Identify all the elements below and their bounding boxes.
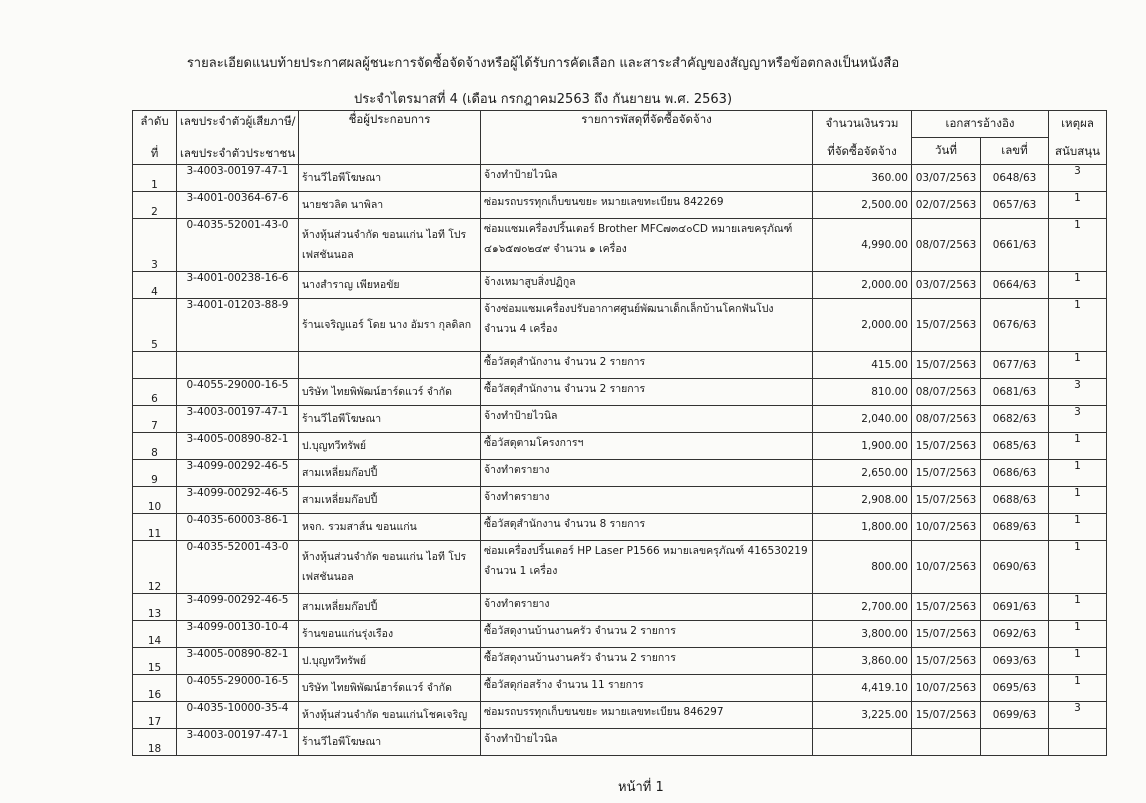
item-description: ซ่อมแซมเครื่องปริ้นเตอร์ Brother MFC๗๓๔๐CD หมายเลขครุภัณฑ์ ๔๑๖๕๗๐๒๔๙ จำนวน ๑ เครื่อง [481,219,813,272]
row-number: 3 [133,219,177,272]
support-reason: 1 [1049,460,1107,487]
support-reason: 1 [1049,648,1107,675]
amount: 2,000.00 [813,299,912,352]
table-row [133,621,1107,648]
table-row [133,729,1107,756]
reference-date: 02/07/2563 [912,192,981,219]
support-reason: 1 [1049,433,1107,460]
amount: 415.00 [813,352,912,379]
row-number: 7 [133,406,177,433]
table-row [133,219,1107,272]
item-description: ซื้อวัสดุงานบ้านงานครัว จำนวน 2 รายการ [481,648,813,675]
amount: 800.00 [813,541,912,594]
vendor-name: ห้างหุ้นส่วนจำกัด ขอนแก่น ไอที โปรเฟสชันนอล [299,541,481,594]
support-reason: 1 [1049,675,1107,702]
item-description: จ้างเหมาสูบสิ่งปฏิกูล [481,272,813,299]
reference-doc-no: 0691/63 [981,594,1049,621]
support-reason: 1 [1049,219,1107,272]
col-header-amount: จำนวนเงินรวม ที่จัดซื้อจัดจ้าง [813,111,912,165]
table-row [133,192,1107,219]
amount: 3,225.00 [813,702,912,729]
row-number: 16 [133,675,177,702]
item-description: จ้างทำตรายาง [481,487,813,514]
support-reason: 3 [1049,702,1107,729]
reference-doc-no: 0695/63 [981,675,1049,702]
table-body [133,165,1107,756]
support-reason: 1 [1049,352,1107,379]
tax-id: 0-4035-10000-35-4 [177,702,299,729]
item-description: ซ่อมรถบรรทุกเก็บขนขยะ หมายเลขทะเบียน 846297 [481,702,813,729]
row-number: 13 [133,594,177,621]
row-number: 5 [133,299,177,352]
support-reason: 1 [1049,272,1107,299]
col-header-reason: เหตุผล สนับสนุน [1049,111,1107,165]
table-row [133,541,1107,594]
amount: 3,800.00 [813,621,912,648]
row-number [133,352,177,379]
reference-doc-no: 0692/63 [981,621,1049,648]
item-description: จ้างทำป้ายไวนิล [481,406,813,433]
vendor-name: ห้างหุ้นส่วนจำกัด ขอนแก่น ไอที โปรเฟสชันนอล [299,219,481,272]
reference-date: 03/07/2563 [912,165,981,192]
tax-id: 3-4001-01203-88-9 [177,299,299,352]
reference-date: 15/07/2563 [912,352,981,379]
tax-id: 3-4003-00197-47-1 [177,406,299,433]
tax-id: 3-4099-00292-46-5 [177,460,299,487]
row-number: 9 [133,460,177,487]
tax-id: 0-4035-60003-86-1 [177,514,299,541]
reference-doc-no: 0688/63 [981,487,1049,514]
col-header-tax-id: เลขประจำตัวผู้เสียภาษี/ เลขประจำตัวประชาชน [177,111,299,165]
reference-date: 15/07/2563 [912,594,981,621]
page-title: รายละเอียดแนบท้ายประกาศผลผู้ชนะการจัดซื้อจัดจ้างหรือผู้ได้รับการคัดเลือก และสาระสำคัญของสัญญาหรือข้อตกลงเป็นหนังสือ [186,56,900,71]
support-reason: 1 [1049,487,1107,514]
vendor-name: ร้านเจริญแอร์ โดย นาง อัมรา กุลดิลก [299,299,481,352]
tax-id [177,352,299,379]
support-reason: 3 [1049,379,1107,406]
row-number: 17 [133,702,177,729]
table-row [133,702,1107,729]
tax-id: 0-4035-52001-43-0 [177,219,299,272]
support-reason: 1 [1049,192,1107,219]
amount [813,729,912,756]
row-number: 11 [133,514,177,541]
col-header-vendor: ชื่อผู้ประกอบการ [299,111,481,165]
support-reason: 1 [1049,621,1107,648]
amount: 360.00 [813,165,912,192]
table-row [133,460,1107,487]
procurement-table [132,110,1107,756]
table-row [133,352,1107,379]
amount: 2,650.00 [813,460,912,487]
reference-doc-no: 0657/63 [981,192,1049,219]
support-reason: 1 [1049,299,1107,352]
reference-doc-no: 0685/63 [981,433,1049,460]
table-row [133,487,1107,514]
vendor-name: สามเหลี่ยมก๊อปปี้ [299,460,481,487]
reference-doc-no: 0686/63 [981,460,1049,487]
reference-date: 10/07/2563 [912,675,981,702]
support-reason: 3 [1049,406,1107,433]
tax-id: 3-4001-00364-67-6 [177,192,299,219]
reference-date: 15/07/2563 [912,299,981,352]
tax-id: 3-4099-00130-10-4 [177,621,299,648]
amount: 1,800.00 [813,514,912,541]
vendor-name: หจก. รวมสาส์น ขอนแก่น [299,514,481,541]
reference-date: 08/07/2563 [912,219,981,272]
table-row [133,514,1107,541]
support-reason: 3 [1049,165,1107,192]
amount: 2,040.00 [813,406,912,433]
reference-date: 15/07/2563 [912,433,981,460]
amount: 4,419.10 [813,675,912,702]
table-row [133,379,1107,406]
item-description: จ้างทำตรายาง [481,460,813,487]
table-row [133,648,1107,675]
vendor-name: ห้างหุ้นส่วนจำกัด ขอนแก่นโชคเจริญ [299,702,481,729]
reference-date: 10/07/2563 [912,514,981,541]
item-description: ซื้อวัสดุตามโครงการฯ [481,433,813,460]
vendor-name: ร้านขอนแก่นรุ่งเรือง [299,621,481,648]
row-number: 14 [133,621,177,648]
tax-id: 0-4055-29000-16-5 [177,675,299,702]
vendor-name: ร้านวีไอพีโฆษณา [299,729,481,756]
tax-id: 3-4005-00890-82-1 [177,648,299,675]
page-number: หน้าที่ 1 [618,780,664,795]
reference-date [912,729,981,756]
item-description: ซื้อวัสดุงานบ้านงานครัว จำนวน 2 รายการ [481,621,813,648]
vendor-name: สามเหลี่ยมก๊อปปี้ [299,487,481,514]
item-description: ซ่อมรถบรรทุกเก็บขนขยะ หมายเลขทะเบียน 842269 [481,192,813,219]
reference-doc-no: 0681/63 [981,379,1049,406]
amount: 810.00 [813,379,912,406]
vendor-name: ป.บุญทวีทรัพย์ [299,648,481,675]
table-row [133,594,1107,621]
reference-date: 15/07/2563 [912,702,981,729]
vendor-name: บริษัท ไทยพิพัฒน์ฮาร์ดแวร์ จำกัด [299,675,481,702]
tax-id: 3-4099-00292-46-5 [177,594,299,621]
item-description: จ้างทำป้ายไวนิล [481,165,813,192]
vendor-name [299,352,481,379]
reference-date: 15/07/2563 [912,621,981,648]
vendor-name: ร้านวีไอพีโฆษณา [299,165,481,192]
item-description: ซื้อวัสดุก่อสร้าง จำนวน 11 รายการ [481,675,813,702]
table-row [133,406,1107,433]
reference-doc-no: 0690/63 [981,541,1049,594]
vendor-name: บริษัท ไทยพิพัฒน์ฮาร์ดแวร์ จำกัด [299,379,481,406]
amount: 4,990.00 [813,219,912,272]
vendor-name: ร้านวีไอพีโฆษณา [299,406,481,433]
item-description: จ้างทำตรายาง [481,594,813,621]
table-row [133,272,1107,299]
vendor-name: สามเหลี่ยมก๊อปปี้ [299,594,481,621]
item-description: ซื้อวัสดุสำนักงาน จำนวน 2 รายการ [481,379,813,406]
tax-id: 3-4005-00890-82-1 [177,433,299,460]
reference-doc-no: 0648/63 [981,165,1049,192]
tax-id: 3-4003-00197-47-1 [177,165,299,192]
item-description: จ้างซ่อมแซมเครื่องปรับอากาศศูนย์พัฒนาเด็กเล็กบ้านโคกฟันโปง จำนวน 4 เครื่อง [481,299,813,352]
row-number: 1 [133,165,177,192]
row-number: 10 [133,487,177,514]
reference-date: 15/07/2563 [912,460,981,487]
reference-date: 08/07/2563 [912,406,981,433]
reference-date: 15/07/2563 [912,648,981,675]
support-reason [1049,729,1107,756]
tax-id: 3-4003-00197-47-1 [177,729,299,756]
col-header-no: ลำดับ ที่ [133,111,177,165]
amount: 1,900.00 [813,433,912,460]
row-number: 12 [133,541,177,594]
reference-date: 03/07/2563 [912,272,981,299]
tax-id: 0-4055-29000-16-5 [177,379,299,406]
reference-doc-no: 0676/63 [981,299,1049,352]
col-header-item: รายการพัสดุที่จัดซื้อจัดจ้าง [481,111,813,165]
item-description: ซื้อวัสดุสำนักงาน จำนวน 8 รายการ [481,514,813,541]
reference-doc-no: 0677/63 [981,352,1049,379]
col-header-doc-no: เลขที่ [981,138,1049,165]
reference-doc-no: 0689/63 [981,514,1049,541]
item-description: ซ่อมเครื่องปริ้นเตอร์ HP Laser P1566 หมายเลขครุภัณฑ์ 416530219 จำนวน 1 เครื่อง [481,541,813,594]
col-header-date: วันที่ [912,138,981,165]
row-number: 18 [133,729,177,756]
vendor-name: นายชวลิต นาพิลา [299,192,481,219]
amount: 2,000.00 [813,272,912,299]
table-row [133,675,1107,702]
reference-date: 15/07/2563 [912,487,981,514]
tax-id: 3-4099-00292-46-5 [177,487,299,514]
table-row [133,299,1107,352]
amount: 2,500.00 [813,192,912,219]
amount: 3,860.00 [813,648,912,675]
tax-id: 3-4001-00238-16-6 [177,272,299,299]
row-number: 15 [133,648,177,675]
support-reason: 1 [1049,514,1107,541]
col-header-reference: เอกสารอ้างอิง [912,111,1049,138]
vendor-name: นางสำราญ เพียหอขัย [299,272,481,299]
vendor-name: ป.บุญทวีทรัพย์ [299,433,481,460]
row-number: 2 [133,192,177,219]
tax-id: 0-4035-52001-43-0 [177,541,299,594]
reference-doc-no: 0664/63 [981,272,1049,299]
amount: 2,700.00 [813,594,912,621]
reference-doc-no: 0682/63 [981,406,1049,433]
table-row [133,165,1107,192]
reference-doc-no [981,729,1049,756]
support-reason: 1 [1049,594,1107,621]
page-subtitle: ประจำไตรมาสที่ 4 (เดือน กรกฎาคม2563 ถึง กันยายน พ.ศ. 2563) [353,92,733,107]
table-row [133,433,1107,460]
row-number: 6 [133,379,177,406]
item-description: ซื้อวัสดุสำนักงาน จำนวน 2 รายการ [481,352,813,379]
reference-doc-no: 0693/63 [981,648,1049,675]
support-reason: 1 [1049,541,1107,594]
row-number: 8 [133,433,177,460]
reference-date: 10/07/2563 [912,541,981,594]
reference-doc-no: 0699/63 [981,702,1049,729]
reference-doc-no: 0661/63 [981,219,1049,272]
row-number: 4 [133,272,177,299]
reference-date: 08/07/2563 [912,379,981,406]
item-description: จ้างทำป้ายไวนิล [481,729,813,756]
amount: 2,908.00 [813,487,912,514]
